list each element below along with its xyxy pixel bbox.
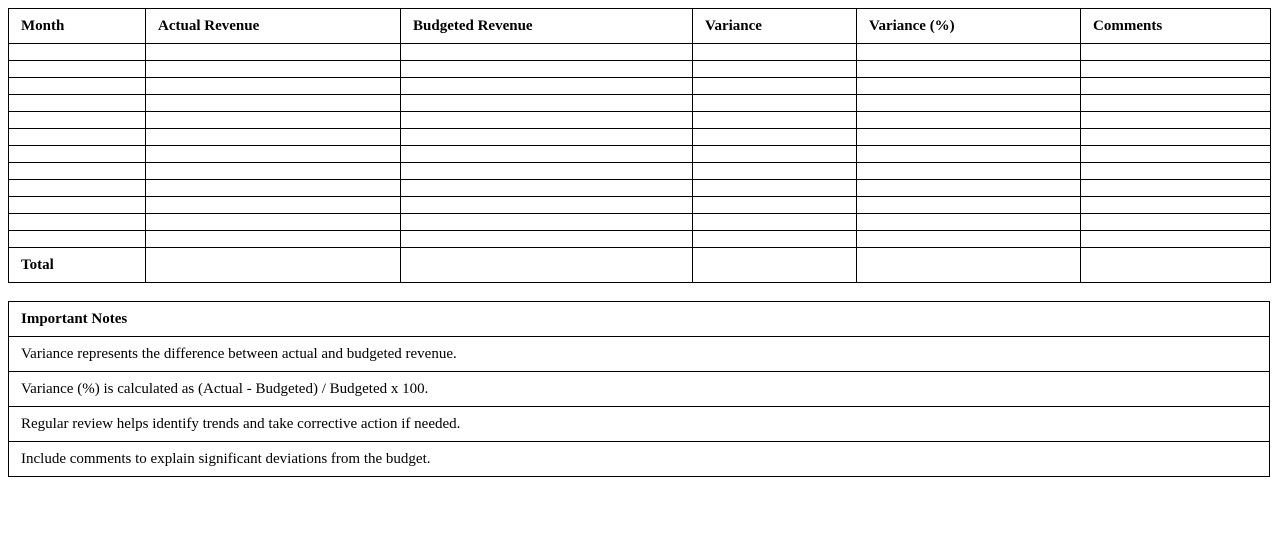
comments-cell[interactable]: [1081, 95, 1271, 112]
variance-percent-cell[interactable]: [857, 197, 1081, 214]
comments-cell[interactable]: [1081, 231, 1271, 248]
variance-cell[interactable]: [693, 214, 857, 231]
budgeted-revenue-cell[interactable]: [401, 146, 693, 163]
total-comments-cell[interactable]: [1081, 248, 1271, 283]
table-row: [9, 163, 1271, 180]
variance-cell[interactable]: [693, 180, 857, 197]
table-row: [9, 78, 1271, 95]
budgeted-revenue-cell[interactable]: [401, 112, 693, 129]
table-row: [9, 146, 1271, 163]
note-item: Variance represents the difference between actual and budgeted revenue.: [9, 337, 1270, 372]
actual-revenue-cell[interactable]: [146, 214, 401, 231]
comments-cell[interactable]: [1081, 163, 1271, 180]
table-row: [9, 95, 1271, 112]
total-actual-revenue-cell[interactable]: [146, 248, 401, 283]
column-header-month: Month: [9, 9, 146, 44]
note-item: Regular review helps identify trends and take corrective action if needed.: [9, 407, 1270, 442]
actual-revenue-cell[interactable]: [146, 231, 401, 248]
actual-revenue-cell[interactable]: [146, 95, 401, 112]
table-row: [9, 231, 1271, 248]
column-header-actual-revenue: Actual Revenue: [146, 9, 401, 44]
note-item: Variance (%) is calculated as (Actual - Budgeted) / Budgeted x 100.: [9, 372, 1270, 407]
note-row: [9, 337, 1270, 372]
notes-title: Important Notes: [9, 302, 1270, 337]
total-variance-cell[interactable]: [693, 248, 857, 283]
comments-cell[interactable]: [1081, 61, 1271, 78]
month-cell[interactable]: [9, 180, 146, 197]
month-cell[interactable]: [9, 61, 146, 78]
actual-revenue-cell[interactable]: [146, 78, 401, 95]
variance-cell[interactable]: [693, 146, 857, 163]
month-cell[interactable]: [9, 214, 146, 231]
budgeted-revenue-cell[interactable]: [401, 163, 693, 180]
actual-revenue-cell[interactable]: [146, 44, 401, 61]
actual-revenue-cell[interactable]: [146, 180, 401, 197]
table-row: [9, 44, 1271, 61]
table-row: [9, 197, 1271, 214]
note-row: [9, 372, 1270, 407]
comments-cell[interactable]: [1081, 146, 1271, 163]
comments-cell[interactable]: [1081, 78, 1271, 95]
budgeted-revenue-cell[interactable]: [401, 78, 693, 95]
variance-percent-cell[interactable]: [857, 180, 1081, 197]
month-cell[interactable]: [9, 129, 146, 146]
variance-cell[interactable]: [693, 197, 857, 214]
budgeted-revenue-cell[interactable]: [401, 44, 693, 61]
variance-percent-cell[interactable]: [857, 61, 1081, 78]
table-row: [9, 180, 1271, 197]
variance-percent-cell[interactable]: [857, 146, 1081, 163]
month-cell[interactable]: [9, 112, 146, 129]
variance-cell[interactable]: [693, 231, 857, 248]
variance-cell[interactable]: [693, 44, 857, 61]
budgeted-revenue-cell[interactable]: [401, 231, 693, 248]
column-header-variance: Variance: [693, 9, 857, 44]
comments-cell[interactable]: [1081, 112, 1271, 129]
month-cell[interactable]: [9, 163, 146, 180]
comments-cell[interactable]: [1081, 44, 1271, 61]
total-row: [9, 248, 1271, 283]
variance-cell[interactable]: [693, 78, 857, 95]
variance-cell[interactable]: [693, 112, 857, 129]
variance-percent-cell[interactable]: [857, 78, 1081, 95]
note-row: [9, 407, 1270, 442]
actual-revenue-cell[interactable]: [146, 197, 401, 214]
actual-revenue-cell[interactable]: [146, 163, 401, 180]
note-item: Include comments to explain significant deviations from the budget.: [9, 442, 1270, 477]
month-cell[interactable]: [9, 231, 146, 248]
month-cell[interactable]: [9, 197, 146, 214]
column-header-comments: Comments: [1081, 9, 1271, 44]
variance-percent-cell[interactable]: [857, 129, 1081, 146]
budgeted-revenue-cell[interactable]: [401, 197, 693, 214]
budgeted-revenue-cell[interactable]: [401, 129, 693, 146]
comments-cell[interactable]: [1081, 129, 1271, 146]
important-notes-table: [8, 301, 1270, 477]
variance-percent-cell[interactable]: [857, 231, 1081, 248]
revenue-variance-table: [8, 8, 1271, 283]
variance-percent-cell[interactable]: [857, 44, 1081, 61]
column-header-budgeted-revenue: Budgeted Revenue: [401, 9, 693, 44]
variance-cell[interactable]: [693, 61, 857, 78]
total-label: Total: [9, 248, 146, 283]
actual-revenue-cell[interactable]: [146, 129, 401, 146]
actual-revenue-cell[interactable]: [146, 112, 401, 129]
variance-percent-cell[interactable]: [857, 112, 1081, 129]
variance-cell[interactable]: [693, 163, 857, 180]
month-cell[interactable]: [9, 44, 146, 61]
table-row: [9, 112, 1271, 129]
budgeted-revenue-cell[interactable]: [401, 61, 693, 78]
table-row: [9, 61, 1271, 78]
note-row: [9, 442, 1270, 477]
variance-cell[interactable]: [693, 95, 857, 112]
notes-header-row: [9, 302, 1270, 337]
comments-cell[interactable]: [1081, 214, 1271, 231]
budgeted-revenue-cell[interactable]: [401, 95, 693, 112]
total-variance-percent-cell[interactable]: [857, 248, 1081, 283]
budgeted-revenue-cell[interactable]: [401, 180, 693, 197]
comments-cell[interactable]: [1081, 180, 1271, 197]
month-cell[interactable]: [9, 146, 146, 163]
budgeted-revenue-cell[interactable]: [401, 214, 693, 231]
month-cell[interactable]: [9, 78, 146, 95]
variance-percent-cell[interactable]: [857, 95, 1081, 112]
total-budgeted-revenue-cell[interactable]: [401, 248, 693, 283]
comments-cell[interactable]: [1081, 197, 1271, 214]
column-header-variance-percent: Variance (%): [857, 9, 1081, 44]
table-header-row: [9, 9, 1271, 44]
month-cell[interactable]: [9, 95, 146, 112]
table-row: [9, 129, 1271, 146]
actual-revenue-cell[interactable]: [146, 61, 401, 78]
table-row: [9, 214, 1271, 231]
variance-cell[interactable]: [693, 129, 857, 146]
actual-revenue-cell[interactable]: [146, 146, 401, 163]
variance-percent-cell[interactable]: [857, 163, 1081, 180]
variance-percent-cell[interactable]: [857, 214, 1081, 231]
